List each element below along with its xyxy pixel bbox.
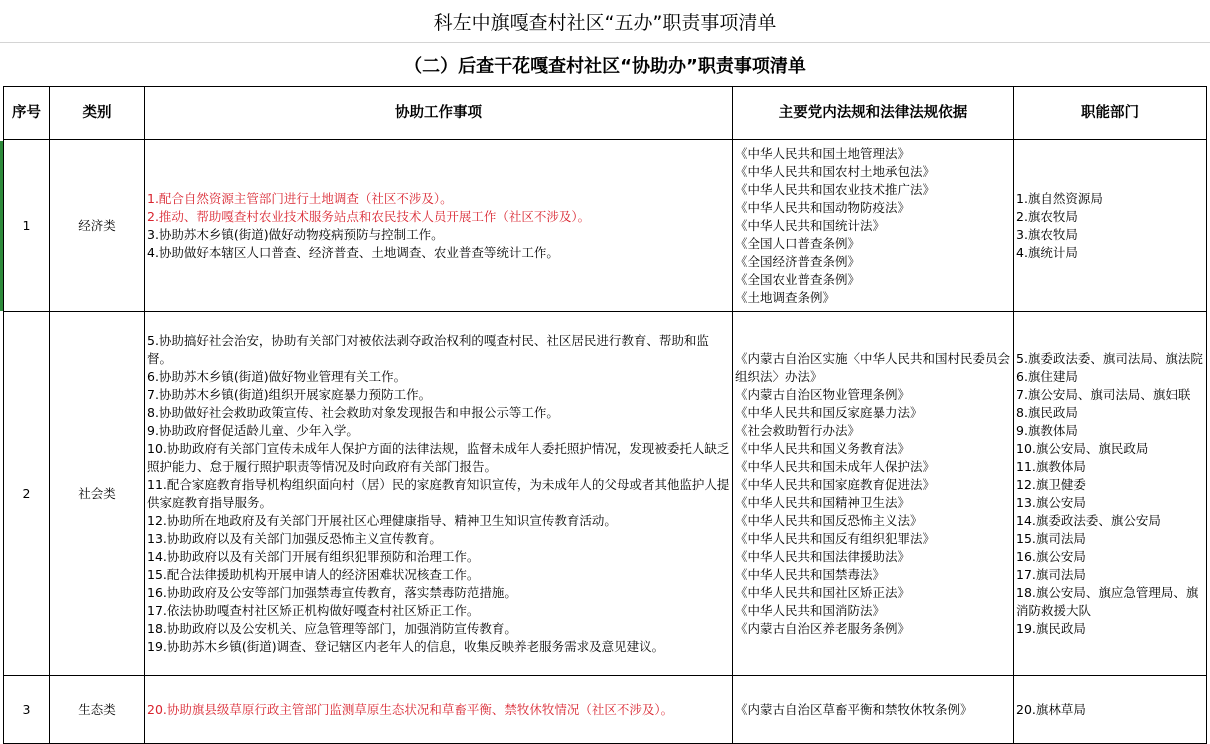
cell-basis[interactable] (733, 140, 1014, 312)
task-item: 20.协助旗县级草原行政主管部门监测草原生态状况和草畜平衡、禁牧休牧情况（社区不涉及）。 (147, 701, 674, 717)
basis-item: 《中华人民共和国反有组织犯罪法》 (735, 530, 936, 546)
dept-item: 11.旗教体局 (1016, 458, 1086, 474)
basis-item: 《全国经济普查条例》 (735, 253, 861, 269)
dept-item: 9.旗教体局 (1016, 422, 1078, 438)
header-dept[interactable]: 职能部门 (1014, 87, 1207, 140)
basis-item: 《中华人民共和国家庭教育促进法》 (735, 476, 936, 492)
dept-item: 14.旗委政法委、旗公安局 (1016, 512, 1161, 528)
basis-item: 《全国农业普查条例》 (735, 271, 861, 287)
task-item: 1.配合自然资源主管部门进行土地调查（社区不涉及）。 (147, 190, 453, 206)
dept-item: 6.旗住建局 (1016, 368, 1078, 384)
task-item: 17.依法协助嘎查村社区矫正机构做好嘎查村社区矫正工作。 (147, 602, 480, 618)
task-item: 13.协助政府以及有关部门加强反恐怖主义宣传教育。 (147, 530, 442, 546)
dept-item: 12.旗卫健委 (1016, 476, 1086, 492)
table-row (4, 140, 1207, 312)
cell-dept[interactable] (1014, 312, 1207, 676)
dept-item: 4.旗统计局 (1016, 244, 1078, 260)
cell-seq[interactable]: 1 (4, 140, 50, 312)
dept-item: 8.旗民政局 (1016, 404, 1078, 420)
basis-item: 《中华人民共和国法律援助法》 (735, 548, 911, 564)
cell-seq[interactable]: 3 (4, 676, 50, 744)
basis-item: 《中华人民共和国农村土地承包法》 (735, 163, 936, 179)
basis-item: 《土地调查条例》 (735, 289, 836, 305)
header-tasks[interactable]: 协助工作事项 (145, 87, 733, 140)
basis-item: 《中华人民共和国精神卫生法》 (735, 494, 911, 510)
row-selection-marker (0, 141, 3, 311)
dept-item: 7.旗公安局、旗司法局、旗妇联 (1016, 386, 1191, 402)
dept-item: 5.旗委政法委、旗司法局、旗法院 (1016, 350, 1203, 366)
cell-category[interactable]: 生态类 (50, 676, 145, 744)
basis-item: 《内蒙古自治区养老服务条例》 (735, 620, 911, 636)
dept-item: 2.旗农牧局 (1016, 208, 1078, 224)
dept-item: 15.旗司法局 (1016, 530, 1086, 546)
basis-item: 《社会救助暂行办法》 (735, 422, 861, 438)
task-item: 18.协助政府以及公安机关、应急管理等部门，加强消防宣传教育。 (147, 620, 517, 636)
table-row (4, 312, 1207, 676)
cell-seq[interactable]: 2 (4, 312, 50, 676)
dept-item: 1.旗自然资源局 (1016, 190, 1103, 206)
basis-item: 《中华人民共和国统计法》 (735, 217, 886, 233)
task-item: 7.协助苏木乡镇(街道)组织开展家庭暴力预防工作。 (147, 386, 432, 402)
task-item: 15.配合法律援助机构开展申请人的经济困难状况核查工作。 (147, 566, 480, 582)
sheet-title[interactable]: 科左中旗嘎查村社区“五办”职责事项清单 (0, 0, 1210, 43)
basis-item: 《中华人民共和国土地管理法》 (735, 145, 911, 161)
basis-item: 《内蒙古自治区实施〈中华人民共和国村民委员会组织法〉办法》 (735, 350, 1011, 384)
basis-item: 《中华人民共和国禁毒法》 (735, 566, 886, 582)
dept-item: 19.旗民政局 (1016, 620, 1086, 636)
task-item: 11.配合家庭教育指导机构组织面向村（居）民的家庭教育知识宣传，为未成年人的父母或者其他监护人提供家庭教育指导服务。 (147, 476, 730, 510)
basis-item: 《中华人民共和国义务教育法》 (735, 440, 911, 456)
cell-tasks[interactable] (145, 676, 733, 744)
basis-item: 《中华人民共和国反恐怖主义法》 (735, 512, 923, 528)
dept-item: 18.旗公安局、旗应急管理局、旗消防救援大队 (1016, 584, 1199, 618)
cell-category[interactable]: 经济类 (50, 140, 145, 312)
basis-item: 《内蒙古自治区草畜平衡和禁牧休牧条例》 (735, 701, 973, 717)
dept-item: 10.旗公安局、旗民政局 (1016, 440, 1149, 456)
task-item: 10.协助政府有关部门宣传未成年人保护方面的法律法规，监督未成年人委托照护情况，发现被委托人缺乏照护能力、怠于履行照护职责等情况及时向政府有关部门报告。 (147, 440, 730, 474)
cell-basis[interactable] (733, 312, 1014, 676)
dept-item: 13.旗公安局 (1016, 494, 1086, 510)
task-item: 14.协助政府以及有关部门开展有组织犯罪预防和治理工作。 (147, 548, 480, 564)
basis-item: 《中华人民共和国未成年人保护法》 (735, 458, 936, 474)
task-item: 6.协助苏木乡镇(街道)做好物业管理有关工作。 (147, 368, 407, 384)
basis-item: 《中华人民共和国反家庭暴力法》 (735, 404, 923, 420)
basis-item: 《中华人民共和国农业技术推广法》 (735, 181, 936, 197)
cell-dept[interactable] (1014, 140, 1207, 312)
cell-tasks[interactable] (145, 312, 733, 676)
header-row (4, 87, 1207, 140)
basis-item: 《中华人民共和国动物防疫法》 (735, 199, 911, 215)
task-item: 5.协助搞好社会治安，协助有关部门对被依法剥夺政治权利的嘎查村民、社区居民进行教育、帮助和监督。 (147, 332, 709, 366)
basis-item: 《全国人口普查条例》 (735, 235, 861, 251)
basis-item: 《中华人民共和国社区矫正法》 (735, 584, 911, 600)
dept-item: 20.旗林草局 (1016, 701, 1086, 717)
dept-item: 17.旗司法局 (1016, 566, 1086, 582)
task-item: 16.协助政府及公安等部门加强禁毒宣传教育，落实禁毒防范措施。 (147, 584, 517, 600)
dept-item: 16.旗公安局 (1016, 548, 1086, 564)
cell-category[interactable]: 社会类 (50, 312, 145, 676)
basis-item: 《中华人民共和国消防法》 (735, 602, 886, 618)
cell-tasks[interactable] (145, 140, 733, 312)
task-item: 3.协助苏木乡镇(街道)做好动物疫病预防与控制工作。 (147, 226, 444, 242)
duty-table (3, 86, 1207, 744)
task-item: 19.协助苏木乡镇(街道)调查、登记辖区内老年人的信息，收集反映养老服务需求及意见建议。 (147, 638, 665, 654)
task-item: 12.协助所在地政府及有关部门开展社区心理健康指导、精神卫生知识宣传教育活动。 (147, 512, 617, 528)
sheet-subtitle[interactable]: （二）后查干花嘎查村社区“协助办”职责事项清单 (0, 43, 1210, 86)
header-seq[interactable]: 序号 (4, 87, 50, 140)
header-category[interactable]: 类别 (50, 87, 145, 140)
cell-basis[interactable] (733, 676, 1014, 744)
cell-dept[interactable] (1014, 676, 1207, 744)
task-item: 4.协助做好本辖区人口普查、经济普查、土地调查、农业普查等统计工作。 (147, 244, 559, 260)
task-item: 2.推动、帮助嘎查村农业技术服务站点和农民技术人员开展工作（社区不涉及）。 (147, 208, 591, 224)
header-basis[interactable]: 主要党内法规和法律法规依据 (733, 87, 1014, 140)
table-row (4, 676, 1207, 744)
basis-item: 《内蒙古自治区物业管理条例》 (735, 386, 911, 402)
dept-item: 3.旗农牧局 (1016, 226, 1078, 242)
task-item: 8.协助做好社会救助政策宣传、社会救助对象发现报告和申报公示等工作。 (147, 404, 559, 420)
task-item: 9.协助政府督促适龄儿童、少年入学。 (147, 422, 359, 438)
